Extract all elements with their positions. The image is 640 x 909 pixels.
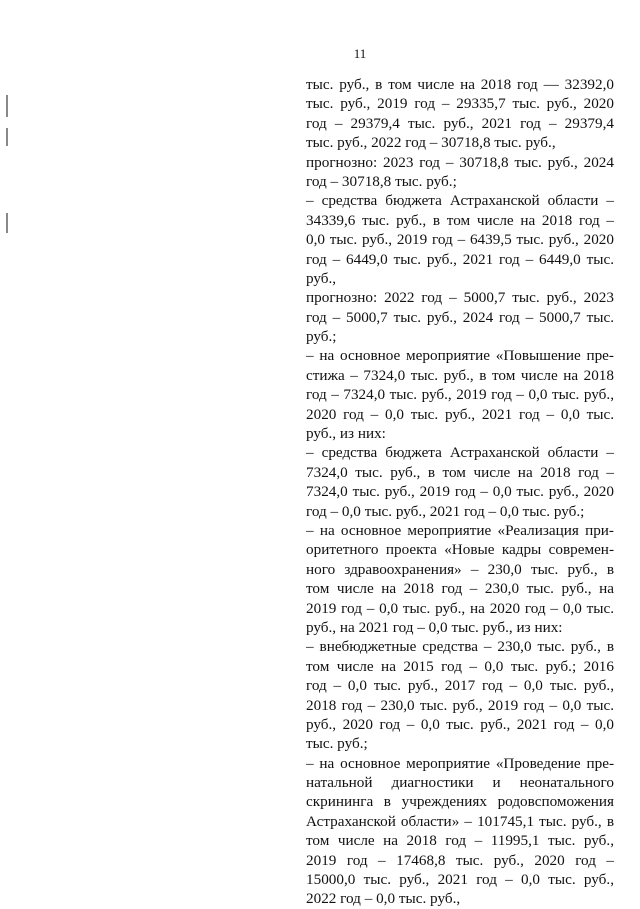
text-line: том числе на 2015 год – 0,0 тыс. руб.; 2016 [306, 657, 614, 675]
text-line: год – 7324,0 тыс. руб., 2019 год – 0,0 тыс. руб., [306, 386, 614, 404]
text-line: 15000,0 тыс. руб., 2021 год – 0,0 тыс. руб., [306, 871, 614, 889]
text-line: стижа – 7324,0 тыс. руб., в том числе на 2018 [306, 366, 614, 384]
text-line: – на основное мероприятие «Проведение пре- [306, 754, 614, 772]
text-line: 2022 год – 0,0 тыс. руб., [306, 890, 461, 908]
text-line: год – 0,0 тыс. руб., 2021 год – 0,0 тыс. руб.; [306, 502, 585, 520]
text-line: год – 6449,0 тыс. руб., 2021 год – 6449,0 тыс. [306, 250, 614, 268]
margin-mark [6, 213, 8, 233]
text-line: 7324,0 тыс. руб., в том числе на 2018 год – [306, 463, 614, 481]
text-line: тыс. руб., 2019 год – 29335,7 тыс. руб., 2020 [306, 95, 614, 113]
text-line: – внебюджетные средства – 230,0 тыс. руб., в [306, 638, 614, 656]
text-line: натальной диагностики и неонатального [306, 774, 614, 792]
text-line: 34339,6 тыс. руб., в том числе на 2018 год – [306, 211, 614, 229]
text-line: руб., [306, 269, 337, 287]
margin-mark [6, 128, 8, 146]
text-line: ного здравоохранения» – 230,0 тыс. руб., в [306, 560, 614, 578]
text-line: прогнозно: 2022 год – 5000,7 тыс. руб., 2023 [306, 289, 614, 307]
text-line: год – 5000,7 тыс. руб., 2024 год – 5000,7 тыс. [306, 308, 614, 326]
text-line: том числе на 2018 год – 11995,1 тыс. руб., [306, 832, 614, 850]
text-line: руб., 2020 год – 0,0 тыс. руб., 2021 год – 0,0 [306, 715, 614, 733]
text-line: 2020 год – 0,0 тыс. руб., 2021 год – 0,0 тыс. [306, 405, 614, 423]
text-line: – на основное мероприятие «Повышение пре- [306, 347, 614, 365]
margin-mark [6, 95, 8, 117]
text-line: год – 30718,8 тыс. руб.; [306, 172, 457, 190]
text-line: оритетного проекта «Новые кадры современ- [306, 541, 614, 559]
text-line: том числе на 2018 год – 230,0 тыс. руб., на [306, 580, 614, 598]
text-line: Астраханской области» – 101745,1 тыс. руб., в [306, 812, 614, 830]
page-number: 11 [353, 46, 367, 61]
text-line: 7324,0 тыс. руб., 2019 год – 0,0 тыс. руб., 2020 [306, 483, 614, 501]
text-line: руб., из них: [306, 425, 386, 443]
text-line: прогнозно: 2023 год – 30718,8 тыс. руб., 2024 [306, 153, 614, 171]
text-line: 2018 год – 230,0 тыс. руб., 2019 год – 0,0 тыс. [306, 696, 614, 714]
text-line: – на основное мероприятие «Реализация при- [306, 521, 614, 539]
text-line: тыс. руб., в том числе на 2018 год — 32392,0 [306, 76, 614, 93]
text-line: тыс. руб.; [306, 735, 368, 753]
text-line: 2019 год – 17468,8 тыс. руб., 2020 год – [306, 851, 614, 869]
text-line: год – 29379,4 тыс. руб., 2021 год – 29379,4 [306, 114, 614, 132]
text-line: 2019 год – 0,0 тыс. руб., на 2020 год – 0,0 тыс. [306, 599, 614, 617]
text-line: тыс. руб., 2022 год – 30718,8 тыс. руб., [306, 134, 556, 152]
document-body [306, 75, 614, 909]
text-line: год – 0,0 тыс. руб., 2017 год – 0,0 тыс. руб., [306, 677, 614, 695]
text-line: – средства бюджета Астраханской области – [306, 444, 614, 462]
text-line: – средства бюджета Астраханской области – [306, 192, 614, 210]
text-line: 0,0 тыс. руб., 2019 год – 6439,5 тыс. руб., 2020 [306, 231, 614, 249]
text-line: скрининга в учреждениях родовспоможения [306, 793, 614, 811]
text-line: руб., на 2021 год – 0,0 тыс. руб., из них: [306, 618, 563, 636]
text-line: руб.; [306, 328, 337, 346]
